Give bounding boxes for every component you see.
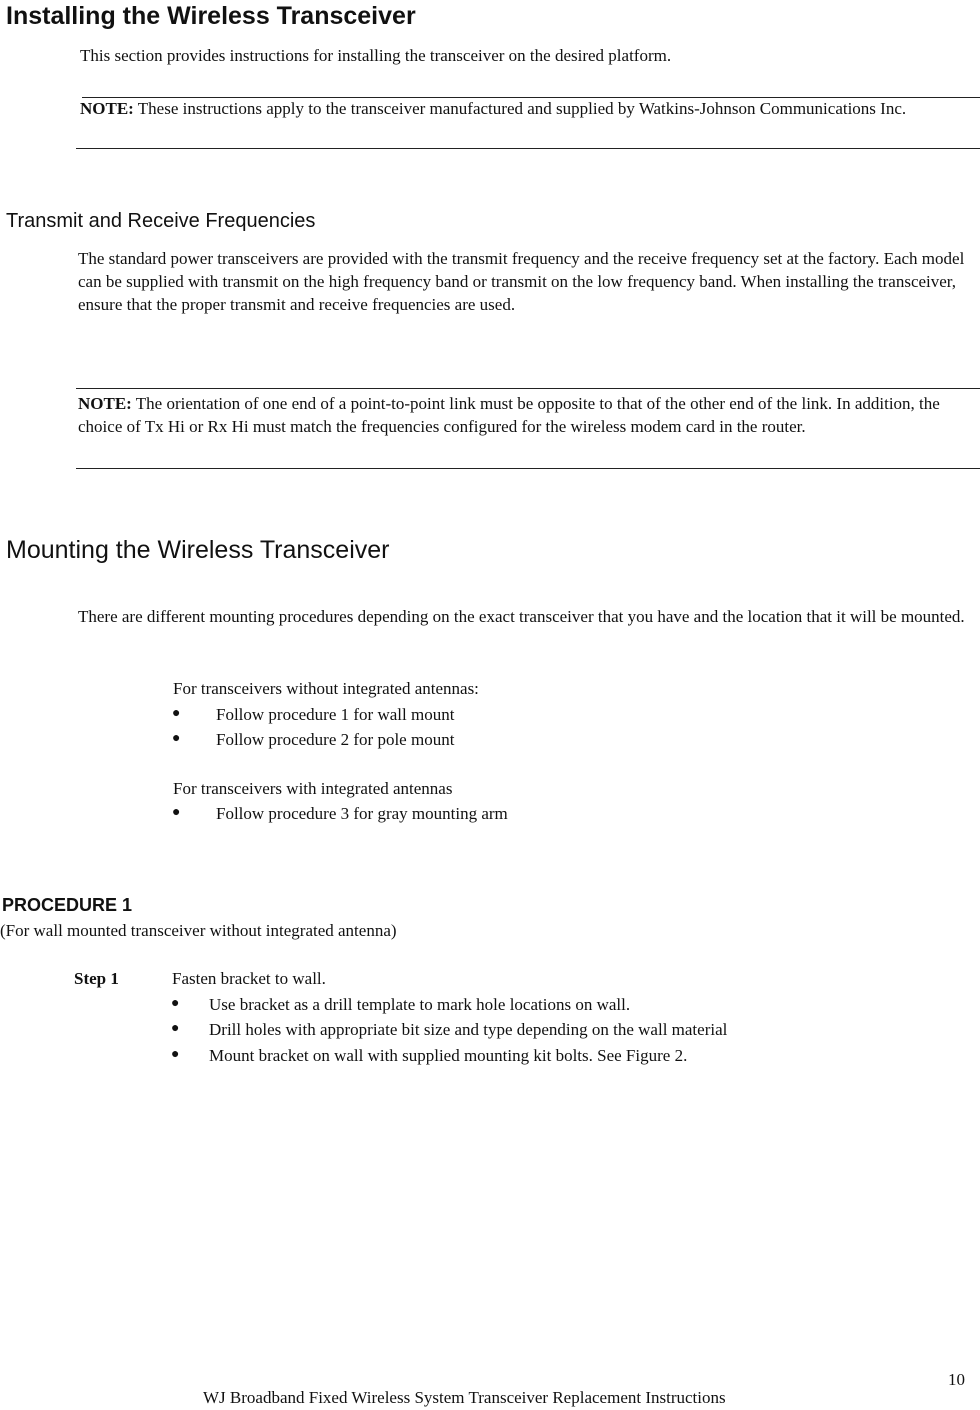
- list-item: Use bracket as a drill template to mark hole locations on wall.: [209, 995, 631, 1014]
- step-text: Fasten bracket to wall.: [172, 969, 326, 988]
- step-label: Step 1: [74, 969, 119, 988]
- bullet-icon: ●: [171, 996, 180, 1011]
- procedure-subtitle: (For wall mounted transceiver without integrated antenna): [0, 921, 397, 940]
- note-label: NOTE:: [78, 394, 132, 413]
- frequencies-text: The standard power transceivers are provided with the transmit frequency and the receive frequency set at the factory. Each model can be supplied with transmit on the high frequency band or transmit on the low frequency band. When installing the transceiver, ensure that the proper transmit and receive frequencies are used.: [78, 249, 965, 314]
- bullet-icon: ●: [172, 731, 181, 746]
- footer-text: WJ Broadband Fixed Wireless System Transceiver Replacement Instructions: [203, 1388, 726, 1407]
- mounting-text: There are different mounting procedures depending on the exact transceiver that you have and the location that it will be mounted.: [78, 607, 965, 626]
- bullet-icon: ●: [172, 706, 181, 721]
- list-item: Follow procedure 2 for pole mount: [216, 730, 455, 749]
- section-title-installing: Installing the Wireless Transceiver: [6, 2, 416, 30]
- note-text: The orientation of one end of a point-to-point link must be opposite to that of the other end of the link. In addition, the choice of Tx Hi or Rx Hi must match the frequencies configured for the wireless modem card in the router.: [78, 394, 940, 436]
- divider: [76, 468, 980, 469]
- section-title-mounting: Mounting the Wireless Transceiver: [6, 536, 390, 564]
- section-title-frequencies: Transmit and Receive Frequencies: [6, 210, 316, 232]
- note-watkins: [80, 97, 930, 120]
- bullet-icon: ●: [172, 805, 181, 820]
- divider: [76, 148, 980, 149]
- divider: [76, 388, 980, 389]
- note-orientation: [78, 392, 968, 438]
- group-heading: For transceivers without integrated antennas:: [173, 679, 479, 698]
- page-number: 10: [948, 1370, 965, 1389]
- list-item: Mount bracket on wall with supplied mounting kit bolts. See Figure 2.: [209, 1046, 688, 1065]
- procedure-title: PROCEDURE 1: [2, 895, 133, 915]
- group-heading: For transceivers with integrated antennas: [173, 779, 453, 798]
- bullet-icon: ●: [171, 1021, 180, 1036]
- bullet-icon: ●: [171, 1047, 180, 1062]
- list-item: Drill holes with appropriate bit size and type depending on the wall material: [209, 1020, 728, 1039]
- intro-text: This section provides instructions for installing the transceiver on the desired platform.: [80, 46, 672, 65]
- note-label: NOTE:: [80, 99, 134, 118]
- note-text: These instructions apply to the transceiver manufactured and supplied by Watkins-Johnson Communications Inc.: [133, 99, 907, 118]
- list-item: Follow procedure 1 for wall mount: [216, 705, 455, 724]
- list-item: Follow procedure 3 for gray mounting arm: [216, 804, 508, 823]
